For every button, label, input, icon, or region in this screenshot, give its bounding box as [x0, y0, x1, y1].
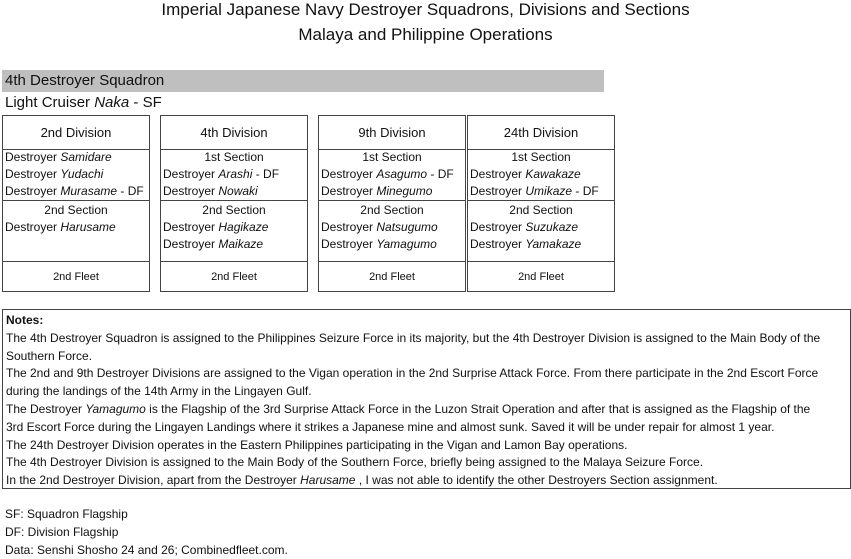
notes-text: In the 2nd Destroyer Division, apart from the Destroyer: [6, 473, 301, 488]
destroyer-entry: [319, 236, 465, 253]
section-label: 2nd Section: [202, 203, 266, 217]
ship-name: Samidare: [60, 150, 112, 164]
ship-name: Yamagumo: [376, 237, 437, 251]
ship-type: Destroyer: [470, 167, 526, 181]
ship-type: Destroyer: [470, 220, 526, 234]
destroyer-entry: [161, 166, 307, 183]
ship-type: Destroyer: [321, 167, 377, 181]
notes-box: [2, 309, 851, 489]
flagship-mark: - DF: [117, 184, 144, 198]
ship-type: Destroyer: [163, 184, 219, 198]
destroyer-entry: [3, 166, 149, 183]
flagship-mark: - DF: [427, 167, 454, 181]
ship-type: Destroyer: [163, 220, 219, 234]
ship-type: Destroyer: [163, 167, 219, 181]
fleet-label: 2nd Fleet: [369, 271, 415, 283]
destroyer-entry: [3, 149, 149, 166]
destroyer-entry: [319, 166, 465, 183]
division-box: [160, 115, 308, 292]
ship-type: Destroyer: [321, 220, 377, 234]
notes-ship-name: Yamagumo: [85, 401, 146, 416]
division-box: [318, 115, 466, 292]
destroyer-entry: [468, 183, 614, 200]
notes-line: Southern Force.: [6, 348, 93, 363]
section-label: 2nd Section: [44, 203, 108, 217]
ship-name: Yamakaze: [525, 237, 582, 251]
division-box: [2, 115, 150, 292]
section-label: 1st Section: [511, 150, 571, 164]
ship-type: Destroyer: [321, 184, 377, 198]
ship-name: Maikaze: [218, 237, 264, 251]
destroyer-entry: [3, 236, 149, 253]
section-label: 2nd Section: [360, 203, 424, 217]
flagship-suffix: - SF: [129, 94, 162, 111]
ship-name: Yudachi: [60, 167, 104, 181]
flagship-name: Naka: [94, 94, 130, 111]
squadron-flagship: [5, 94, 162, 112]
destroyer-entry: [3, 219, 149, 236]
division-box: [467, 115, 615, 292]
ship-name: Minegumo: [376, 184, 433, 198]
divider: [319, 200, 465, 201]
ship-name: Natsugumo: [376, 220, 438, 234]
ship-type: Destroyer: [5, 220, 61, 234]
divider: [468, 200, 614, 201]
notes-ship-name: Harusame: [300, 473, 356, 488]
ship-type: Destroyer: [470, 237, 526, 251]
notes-text: is the Flagship of the 3rd Surprise Attack Force in the Luzon Strait Operation and after that is assigned as the Flagship of the: [145, 401, 811, 416]
notes-line: 3rd Escort Force during the Lingayen Landings where it strikes a Japanese mine and almost sunk. Saved it will be under repair for almost 1 year.: [6, 419, 775, 434]
notes-line: [6, 401, 847, 419]
division-name: 9th Division: [358, 125, 426, 140]
destroyer-entry: [161, 183, 307, 200]
page-subtitle: Malaya and Philippine Operations: [298, 25, 553, 44]
flagship-mark: - DF: [252, 167, 280, 181]
ship-name: Asagumo: [376, 167, 428, 181]
ship-name: Kawakaze: [525, 167, 581, 181]
divider: [3, 200, 149, 201]
destroyer-entry: [468, 166, 614, 183]
notes-line: The 4th Destroyer Squadron is assigned to the Philippines Seizure Force in its majority, but the 4th Destroyer Division is assigned to the Main Body of the: [6, 330, 821, 345]
notes-text: The Destroyer: [6, 401, 86, 416]
ship-name: Umikaze: [525, 184, 573, 198]
ship-name: Suzukaze: [525, 220, 579, 234]
ship-name: Hagikaze: [218, 220, 269, 234]
division-name: 4th Division: [200, 125, 268, 140]
destroyer-entry: [161, 236, 307, 253]
page-title: Imperial Japanese Navy Destroyer Squadrons, Divisions and Sections: [161, 0, 690, 19]
notes-line: [6, 472, 847, 490]
destroyer-entry: [468, 236, 614, 253]
data-source: Data: Senshi Shosho 24 and 26; Combinedfleet.com.: [5, 543, 288, 557]
destroyer-entry: [468, 219, 614, 236]
division-name: 2nd Division: [40, 125, 112, 140]
ship-type: Destroyer: [470, 184, 526, 198]
notes-line: The 2nd and 9th Destroyer Divisions are assigned to the Vigan operation in the 2nd Surprise Attack Force. From there participate in the 2nd Escort Force: [6, 366, 819, 381]
ship-type: Destroyer: [5, 184, 61, 198]
section-label: 2nd Section: [509, 203, 573, 217]
notes-text: , I was not able to identify the other Destroyers Section assignment.: [355, 473, 718, 488]
fleet-label: 2nd Fleet: [53, 271, 99, 283]
division-name: 24th Division: [503, 125, 579, 140]
section-label: 1st Section: [362, 150, 422, 164]
ship-name: Arashi: [218, 167, 253, 181]
notes-line: The 4th Destroyer Division is assigned to the Main Body of the Southern Force, briefly being assigned to the Malaya Seizure Force.: [6, 455, 704, 470]
squadron-header: 4th Destroyer Squadron: [2, 70, 604, 92]
legend-sf: SF: Squadron Flagship: [5, 507, 128, 521]
ship-type: Destroyer: [5, 167, 61, 181]
legend-df: DF: Division Flagship: [5, 525, 119, 539]
notes-line: The 24th Destroyer Division operates in the Eastern Philippines participating in the Vigan and Lamon Bay operations.: [6, 437, 628, 452]
destroyer-entry: [319, 183, 465, 200]
ship-name: Nowaki: [218, 184, 258, 198]
flagship-mark: - DF: [572, 184, 599, 198]
notes-line: during the landings of the 14th Army in the Lingayen Gulf.: [6, 384, 312, 399]
notes-heading: Notes:: [6, 313, 44, 327]
destroyer-entry: [3, 183, 149, 200]
ship-type: Destroyer: [163, 237, 219, 251]
divider: [161, 200, 307, 201]
ship-type: Destroyer: [321, 237, 377, 251]
flagship-prefix: Light Cruiser: [5, 94, 95, 111]
destroyer-entry: [319, 219, 465, 236]
fleet-label: 2nd Fleet: [518, 271, 564, 283]
ship-name: Harusame: [60, 220, 116, 234]
ship-type: Destroyer: [5, 150, 61, 164]
section-label: 1st Section: [204, 150, 264, 164]
ship-name: Murasame: [60, 184, 118, 198]
destroyer-entry: [161, 219, 307, 236]
fleet-label: 2nd Fleet: [211, 271, 257, 283]
